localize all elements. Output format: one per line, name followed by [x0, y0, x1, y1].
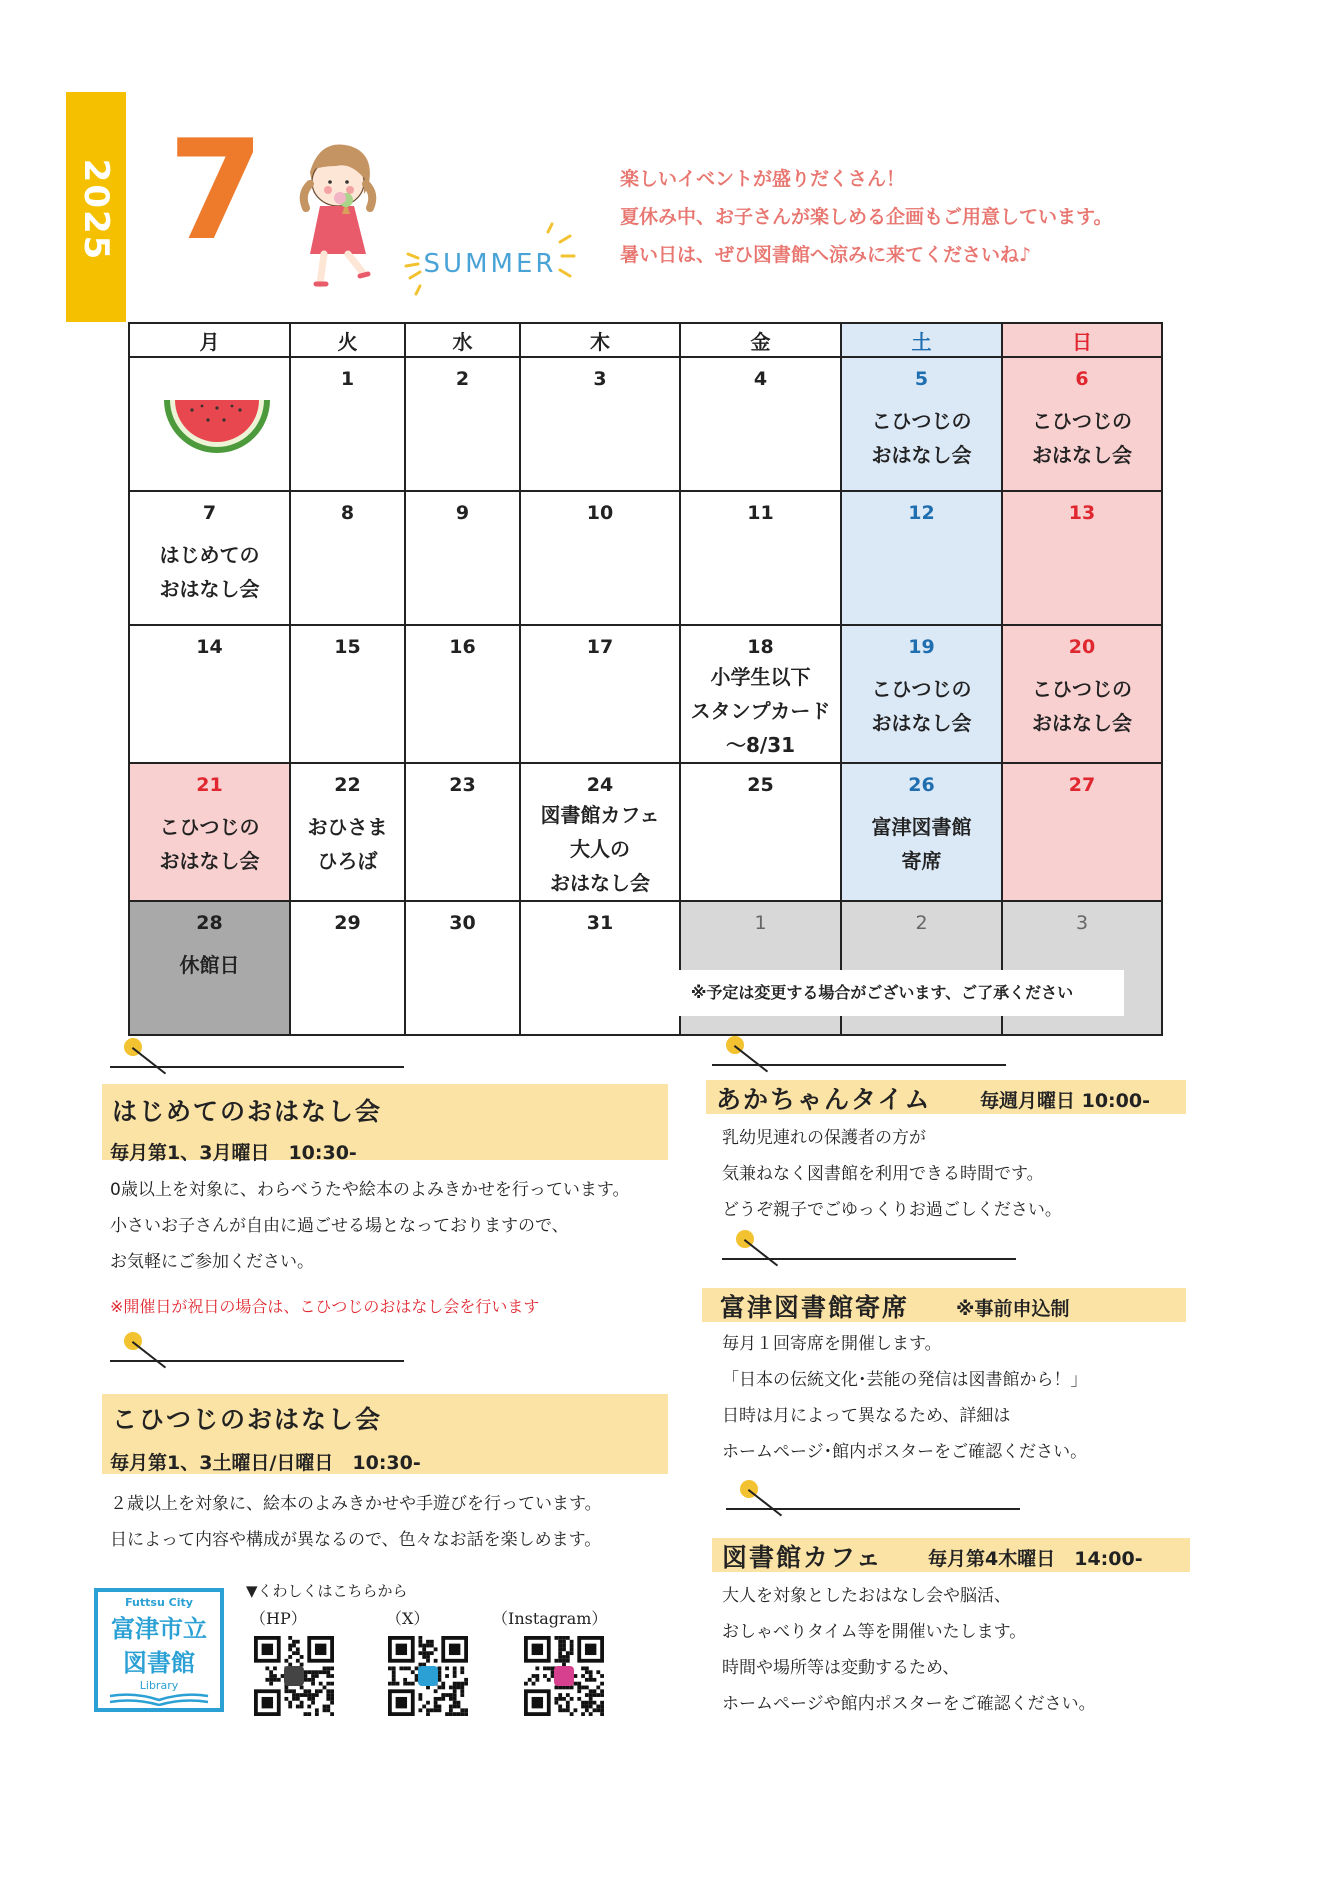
- weekday-sat: 土: [841, 323, 1002, 357]
- summer-decoration: [400, 220, 580, 300]
- day-event: はじめての おはなし会: [159, 543, 260, 601]
- description-line: 0歳以上を対象に、わらべうたや絵本のよみきかせを行っています。: [110, 1180, 630, 1200]
- kohitsuji-description: [110, 1486, 602, 1558]
- summer-word: SUMMER: [423, 249, 557, 279]
- qr-code-hp[interactable]: [254, 1636, 334, 1716]
- intro-line: 楽しいイベントが盛りだくさん！: [620, 168, 906, 190]
- qr-code-instagram[interactable]: [524, 1636, 604, 1716]
- weekday-fri: 金: [680, 323, 841, 357]
- calendar-day-cell: [841, 357, 1002, 491]
- calendar-day-cell: [520, 763, 680, 901]
- calendar-day-cell: [680, 357, 841, 491]
- calendar-day-cell: [680, 625, 841, 763]
- calendar-day-cell: [520, 357, 680, 491]
- open-book-icon: [108, 1692, 210, 1706]
- kohitsuji-title: こひつじのおはなし会: [112, 1405, 383, 1434]
- day-event: こひつじの おはなし会: [871, 409, 972, 467]
- weekday-wed: 水: [405, 323, 520, 357]
- day-number: 24: [586, 774, 614, 796]
- year-label: 2025: [76, 158, 116, 262]
- day-number: 29: [334, 912, 361, 934]
- day-number: 20: [1068, 636, 1096, 658]
- logo-line: 図書館: [123, 1649, 195, 1677]
- calendar-day-cell: [1002, 357, 1162, 491]
- yose-title: 富津図書館寄席: [720, 1293, 910, 1322]
- day-number: 26: [908, 774, 935, 796]
- qr-code-x[interactable]: [388, 1636, 468, 1716]
- calendar-day-cell: [290, 491, 405, 625]
- day-number: 23: [449, 774, 476, 796]
- day-number: 17: [586, 636, 614, 658]
- calendar: [128, 322, 1163, 1036]
- description-line: 気兼ねなく図書館を利用できる時間です。: [722, 1164, 1044, 1184]
- day-number: 18: [747, 636, 774, 658]
- calendar-day-cell: [1002, 763, 1162, 901]
- calendar-day-cell: [129, 763, 290, 901]
- day-number: 1: [754, 912, 767, 934]
- day-number: 19: [908, 636, 935, 658]
- day-event: おひさま ひろば: [307, 815, 388, 873]
- intro-line: 暑い日は、ぜひ図書館へ涼みに来てくださいね♪: [620, 244, 1032, 266]
- description-line: ２歳以上を対象に、絵本のよみきかせや手遊びを行っています。: [110, 1494, 602, 1514]
- weekday-tue: 火: [290, 323, 405, 357]
- day-event: 図書館カフェ 大人の おはなし会: [540, 803, 660, 895]
- calendar-week-row: [129, 357, 1162, 491]
- description-line: 日時は月によって異なるため、詳細は: [722, 1406, 1011, 1426]
- day-event: こひつじの おはなし会: [1032, 409, 1132, 467]
- day-number: 25: [747, 774, 774, 796]
- day-number: 14: [196, 636, 223, 658]
- day-number: 12: [908, 502, 935, 524]
- calendar-day-cell: [405, 625, 520, 763]
- calendar-week-row: [129, 491, 1162, 625]
- calendar-day-cell: [290, 357, 405, 491]
- day-number: 3: [1075, 912, 1089, 934]
- intro-text: [620, 160, 1112, 274]
- watermelon-icon: [162, 396, 272, 458]
- day-number: 4: [753, 368, 768, 390]
- day-number: 15: [334, 636, 361, 658]
- calendar-day-cell: [290, 763, 405, 901]
- day-number: 11: [747, 502, 774, 524]
- month-number: 7: [168, 110, 265, 271]
- day-number: 13: [1068, 502, 1096, 524]
- calendar-day-cell: [841, 491, 1002, 625]
- calendar-day-cell: [129, 625, 290, 763]
- description-line: 時間や場所等は変動するため、: [722, 1658, 960, 1678]
- description-line: 乳幼児連れの保護者の方が: [722, 1128, 926, 1148]
- day-number: 2: [455, 368, 470, 390]
- day-number: 21: [196, 774, 223, 796]
- cafe-description: [722, 1578, 1096, 1722]
- qr-label-instagram: （Instagram）: [492, 1609, 608, 1628]
- logo-english-name: Futtsu City: [125, 1596, 193, 1609]
- calendar-week-row: [129, 763, 1162, 901]
- day-number: 3: [593, 368, 607, 390]
- calendar-day-cell: [405, 491, 520, 625]
- description-line: お気軽にご参加ください。: [110, 1252, 314, 1272]
- calendar-day-cell: [405, 357, 520, 491]
- calendar-day-cell: [129, 357, 290, 491]
- calendar-day-cell: [290, 901, 405, 1035]
- day-number: 9: [455, 502, 470, 524]
- day-number: 6: [1075, 368, 1089, 390]
- weekday-mon: 月: [129, 323, 290, 357]
- hajimete-description: [110, 1172, 629, 1280]
- hajimete-title: はじめてのおはなし会: [112, 1097, 383, 1126]
- calendar-day-cell: [405, 901, 520, 1035]
- description-line: どうぞ親子でごゆっくりお過ごしください。: [722, 1200, 1062, 1220]
- day-number: 8: [340, 502, 355, 524]
- intro-line: 夏休み中、お子さんが楽しめる企画もご用意しています。: [620, 206, 1113, 228]
- calendar-day-cell: [680, 763, 841, 901]
- calendar-day-cell: [405, 763, 520, 901]
- schedule-change-note: ※予定は変更する場合がございます、ご了承ください: [640, 970, 1124, 1016]
- calendar-day-cell: [520, 625, 680, 763]
- library-logo: [94, 1588, 224, 1712]
- description-line: ホームページや館内ポスターをご確認ください。: [722, 1694, 1096, 1714]
- hajimete-warning: ※開催日が祝日の場合は、こひつじのおはなし会を行います: [110, 1297, 540, 1316]
- day-number: 16: [449, 636, 476, 658]
- calendar-day-cell: [841, 625, 1002, 763]
- day-number: 1: [340, 368, 355, 390]
- description-line: 「日本の伝統文化･芸能の発信は図書館から！」: [722, 1370, 1088, 1390]
- day-number: 2: [915, 912, 928, 934]
- calendar-day-cell: [680, 491, 841, 625]
- yose-description: [722, 1326, 1088, 1470]
- day-number: 10: [586, 502, 614, 524]
- day-number: 22: [334, 774, 361, 796]
- day-event: 小学生以下 スタンプカード ～8/31: [690, 665, 831, 757]
- hajimete-schedule: 毎月第1、3月曜日 10:30-: [110, 1142, 357, 1164]
- day-event: こひつじの おはなし会: [1032, 677, 1132, 735]
- description-line: 毎月１回寄席を開催します。: [722, 1334, 942, 1354]
- day-number: 31: [586, 912, 614, 934]
- weekday-sun: 日: [1002, 323, 1162, 357]
- day-number: 30: [449, 912, 476, 934]
- calendar-day-cell: [290, 625, 405, 763]
- logo-japanese-name: [98, 1612, 220, 1680]
- calendar-day-cell: [1002, 491, 1162, 625]
- qr-label-x: （X）: [386, 1609, 430, 1628]
- qr-label-hp: （HP）: [250, 1609, 307, 1628]
- day-event: 休館日: [179, 953, 240, 977]
- more-info-label: ▼くわしくはこちらから: [246, 1582, 408, 1600]
- description-line: おしゃべりタイム等を開催いたします。: [722, 1622, 1027, 1642]
- yose-schedule: ※事前申込制: [956, 1298, 1070, 1320]
- day-number: 7: [202, 502, 217, 524]
- kohitsuji-schedule: 毎月第1、3土曜日/日曜日 10:30-: [110, 1452, 421, 1474]
- day-event: 富津図書館 寄席: [871, 815, 972, 873]
- description-line: ホームページ･館内ポスターをご確認ください。: [722, 1442, 1088, 1462]
- calendar-day-cell: [129, 901, 290, 1035]
- day-number: 27: [1068, 774, 1096, 796]
- calendar-day-cell: [129, 491, 290, 625]
- calendar-weekday-row: [129, 323, 1162, 357]
- akachan-title: あかちゃんタイム: [716, 1085, 932, 1114]
- weekday-thu: 木: [520, 323, 680, 357]
- calendar-day-cell: [841, 763, 1002, 901]
- day-event: こひつじの おはなし会: [871, 677, 972, 735]
- cafe-title: 図書館カフェ: [722, 1543, 883, 1572]
- calendar-week-row: [129, 625, 1162, 763]
- girl-with-icecream-illustration: [280, 132, 390, 292]
- description-line: 大人を対象としたおはなし会や脳活、: [722, 1586, 1011, 1606]
- cafe-schedule: 毎月第4木曜日 14:00-: [928, 1548, 1143, 1570]
- calendar-day-cell: [520, 491, 680, 625]
- day-event: こひつじの おはなし会: [159, 815, 260, 873]
- day-number: 5: [914, 368, 929, 390]
- logo-line: 富津市立: [111, 1615, 207, 1643]
- description-line: 小さいお子さんが自由に過ごせる場となっておりますので、: [110, 1216, 569, 1236]
- akachan-description: [722, 1120, 1062, 1228]
- description-line: 日によって内容や構成が異なるので、色々なお話を楽しめます。: [110, 1530, 602, 1550]
- calendar-day-cell: [1002, 625, 1162, 763]
- akachan-schedule: 毎週月曜日 10:00-: [980, 1090, 1150, 1112]
- day-number: 28: [196, 912, 223, 934]
- logo-library-word: Library: [139, 1679, 179, 1692]
